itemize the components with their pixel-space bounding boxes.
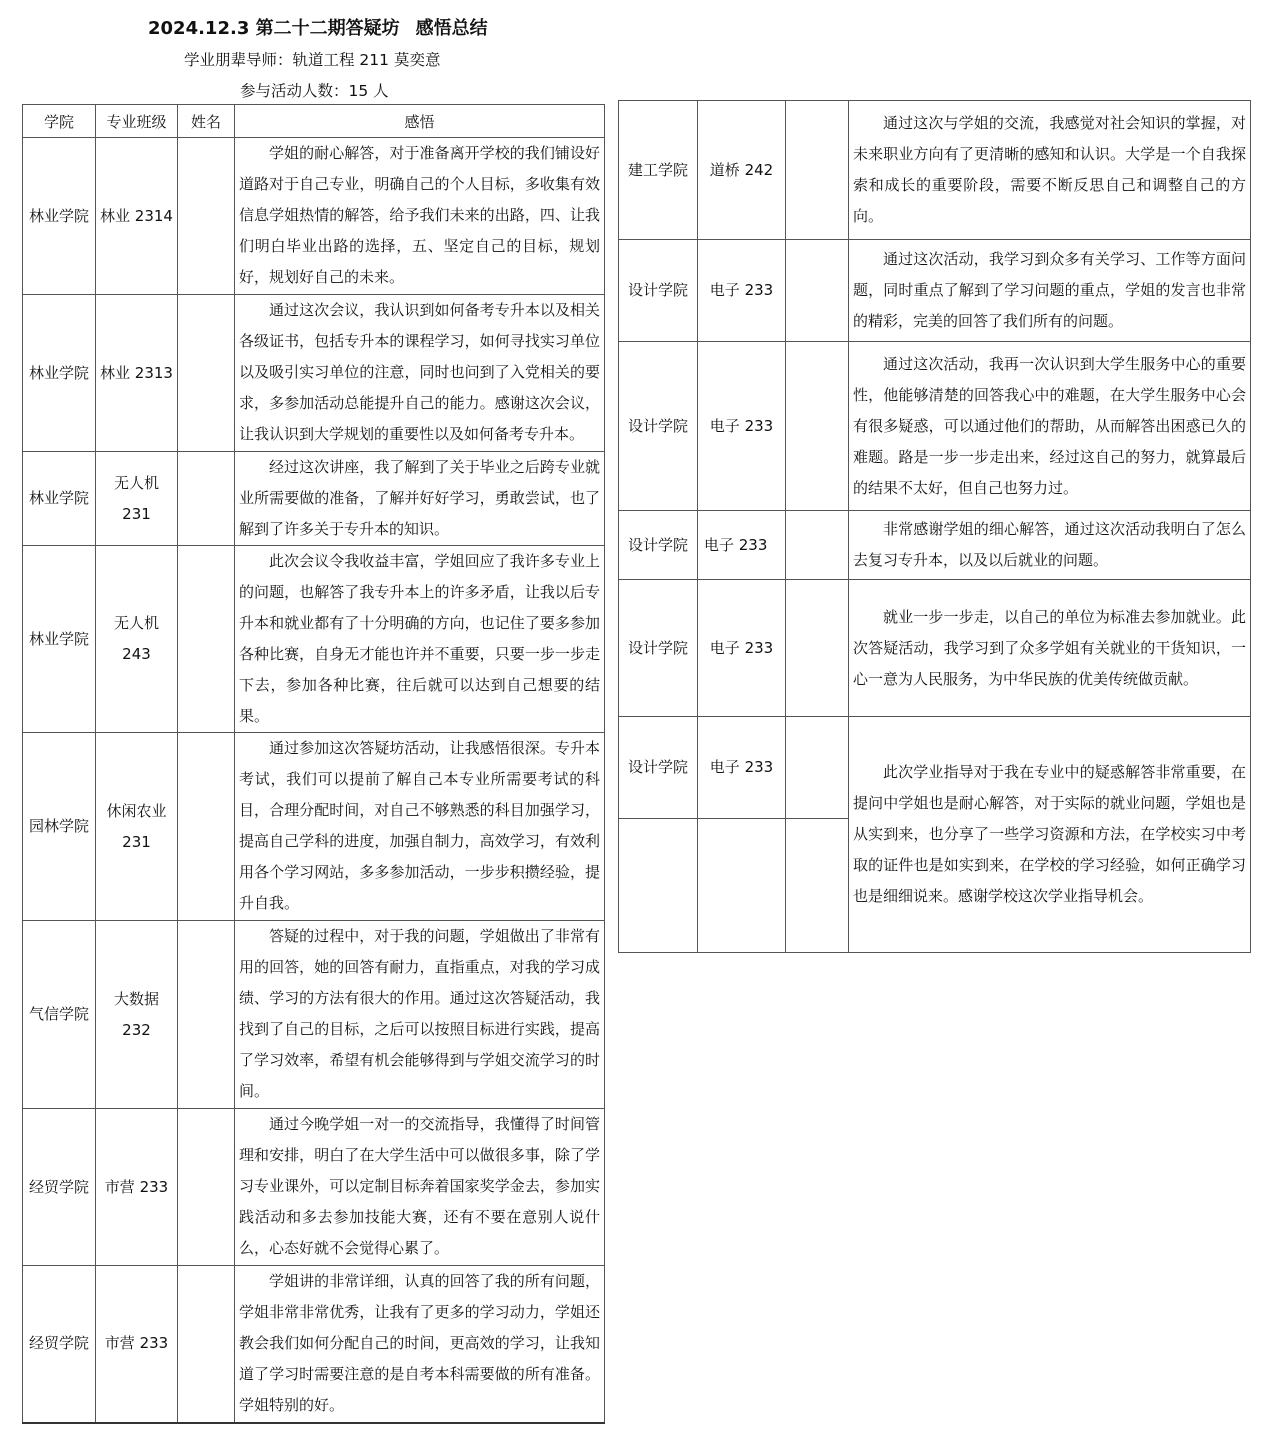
right-reflection-table bbox=[618, 100, 1251, 953]
reflection-cell: 通过这次与学姐的交流，我感觉对社会知识的掌握，对未来职业方向有了更清晰的感知和认识。大学是一个自我探索和成长的重要阶段，需要不断反思自己和调整自己的方向。 bbox=[849, 101, 1251, 240]
title-main: 第二十二期答疑坊 bbox=[255, 18, 400, 39]
header-name: 姓名 bbox=[178, 105, 235, 138]
reflection-cell: 通过参加这次答疑坊活动，让我感悟很深。专升本考试，我们可以提前了解自己本专业所需要考试的科目，合理分配时间，对自己不够熟悉的科目加强学习，提高自己学科的进度，加强自制力，高效学习，有效利用各个学习网站，多多参加活动，一步步积攒经验，提升自我。 bbox=[235, 733, 605, 921]
reflection-cell: 此次会议令我收益丰富，学姐回应了我许多专业上的问题，也解答了我专升本上的许多矛盾，让我以后专升本和就业都有了十分明确的方向，也记住了要多参加各种比赛，自身无才能也许并不重要，只要一步一步走下去，参加各种比赛，往后就可以达到自己想要的结果。 bbox=[235, 546, 605, 733]
name-cell bbox=[178, 295, 235, 452]
college-cell: 设计学院 bbox=[619, 240, 698, 342]
class-cell: 无人机 231 bbox=[96, 452, 178, 546]
name-cell bbox=[786, 101, 849, 240]
class-cell: 林业 2314 bbox=[96, 138, 178, 295]
class-cell: 电子 233 bbox=[698, 580, 786, 717]
college-cell: 经贸学院 bbox=[23, 1266, 96, 1423]
table-row bbox=[23, 295, 605, 452]
table-row bbox=[23, 546, 605, 733]
class-cell: 林业 2313 bbox=[96, 295, 178, 452]
name-cell bbox=[178, 1109, 235, 1266]
reflection-cell: 此次学业指导对于我在专业中的疑惑解答非常重要，在提问中学姐也是耐心解答，对于实际的就业问题，学姐也是从实到来，也分享了一些学习资源和方法，在学校实习中考取的证件也是如实到来，在学校的学习经验，如何正确学习也是细细说来。感谢学校这次学业指导机会。 bbox=[849, 717, 1251, 953]
empty-cell bbox=[619, 819, 698, 953]
header-reflection: 感悟 bbox=[235, 105, 605, 138]
title-date: 2024.12.3 bbox=[148, 18, 250, 39]
name-cell bbox=[178, 1266, 235, 1423]
college-cell: 设计学院 bbox=[619, 717, 698, 819]
class-cell: 市营 233 bbox=[96, 1266, 178, 1423]
college-cell: 建工学院 bbox=[619, 101, 698, 240]
class-cell: 电子 233 bbox=[698, 717, 786, 819]
table-row bbox=[619, 240, 1251, 342]
college-cell: 林业学院 bbox=[23, 138, 96, 295]
table-header-row bbox=[23, 105, 605, 138]
college-cell: 园林学院 bbox=[23, 733, 96, 921]
class-cell: 道桥 242 bbox=[698, 101, 786, 240]
table-row bbox=[619, 342, 1251, 511]
empty-cell bbox=[698, 819, 786, 953]
college-cell: 设计学院 bbox=[619, 580, 698, 717]
reflection-cell: 学姐讲的非常详细，认真的回答了我的所有问题，学姐非常非常优秀，让我有了更多的学习动力，学姐还教会我们如何分配自己的时间，更高效的学习，让我知道了学习时需要注意的是自考本科需要做的所有准备。学姐特别的好。 bbox=[235, 1266, 605, 1423]
college-cell: 林业学院 bbox=[23, 295, 96, 452]
table-row bbox=[23, 1266, 605, 1423]
college-cell: 设计学院 bbox=[619, 342, 698, 511]
table-row bbox=[619, 511, 1251, 580]
name-cell bbox=[786, 511, 849, 580]
reflection-cell: 经过这次讲座，我了解到了关于毕业之后跨专业就业所需要做的准备，了解并好好学习，勇敢尝试，也了解到了许多关于专升本的知识。 bbox=[235, 452, 605, 546]
name-cell bbox=[786, 717, 849, 819]
class-cell: 市营 233 bbox=[96, 1109, 178, 1266]
reflection-cell: 通过今晚学姐一对一的交流指导，我懂得了时间管理和安排，明白了在大学生活中可以做很多事，除了学习专业课外，可以定制目标奔着国家奖学金去，参加实践活动和多去参加技能大赛，还有不要在意别人说什么，心态好就不会觉得心累了。 bbox=[235, 1109, 605, 1266]
reflection-cell: 通过这次会议，我认识到如何备考专升本以及相关各级证书，包括专升本的课程学习，如何寻找实习单位以及吸引实习单位的注意，同时也问到了入党相关的要求，多参加活动总能提升自己的能力。感谢这次会议，让我认识到大学规划的重要性以及如何备考专升本。 bbox=[235, 295, 605, 452]
class-cell: 电子 233 bbox=[698, 240, 786, 342]
table-row bbox=[619, 717, 1251, 819]
name-cell bbox=[786, 580, 849, 717]
table-row bbox=[23, 921, 605, 1109]
table-row bbox=[23, 452, 605, 546]
reflection-cell: 答疑的过程中，对于我的问题，学姐做出了非常有用的回答，她的回答有耐力，直指重点，对我的学习成绩、学习的方法有很大的作用。通过这次答疑活动，我找到了自己的目标，之后可以按照目标进行实践，提高了学习效率，希望有机会能够得到与学姐交流学习的时间。 bbox=[235, 921, 605, 1109]
name-cell bbox=[178, 546, 235, 733]
class-cell: 电子 233 bbox=[698, 342, 786, 511]
name-cell bbox=[178, 733, 235, 921]
name-cell bbox=[178, 452, 235, 546]
reflection-cell: 就业一步一步走，以自己的单位为标准去参加就业。此次答疑活动，我学习到了众多学姐有关就业的干货知识，一心一意为人民服务，为中华民族的优美传统做贡献。 bbox=[849, 580, 1251, 717]
class-cell: 休闲农业 231 bbox=[96, 733, 178, 921]
left-reflection-table bbox=[22, 104, 605, 1424]
header-college: 学院 bbox=[23, 105, 96, 138]
table-row bbox=[23, 733, 605, 921]
reflection-cell: 学姐的耐心解答，对于准备离开学校的我们铺设好道路对于自己专业，明确自己的个人目标，多收集有效信息学姐热情的解答，给予我们未来的出路，四、让我们明白毕业出路的选择，五、坚定自己的目标，规划好，规划好自己的未来。 bbox=[235, 138, 605, 295]
class-cell: 电子 233 bbox=[698, 511, 786, 580]
reflection-cell: 通过这次活动，我再一次认识到大学生服务中心的重要性，他能够清楚的回答我心中的难题，在大学生服务中心会有很多疑惑，可以通过他们的帮助，从而解答出困惑已久的难题。路是一步一步走出来，经过这自己的努力，就算最后的结果不太好，但自己也努力过。 bbox=[849, 342, 1251, 511]
title-suffix: 感悟总结 bbox=[415, 18, 488, 39]
name-cell bbox=[786, 342, 849, 511]
reflection-cell: 非常感谢学姐的细心解答，通过这次活动我明白了怎么去复习专升本，以及以后就业的问题。 bbox=[849, 511, 1251, 580]
name-cell bbox=[786, 240, 849, 342]
table-row bbox=[23, 138, 605, 295]
college-cell: 经贸学院 bbox=[23, 1109, 96, 1266]
header-class: 专业班级 bbox=[96, 105, 178, 138]
table-row bbox=[23, 1109, 605, 1266]
mentor-line: 学业朋辈导师：轨道工程 211 莫奕意 bbox=[184, 51, 441, 69]
empty-cell bbox=[786, 819, 849, 953]
table-row bbox=[619, 580, 1251, 717]
name-cell bbox=[178, 138, 235, 295]
class-cell: 无人机 243 bbox=[96, 546, 178, 733]
college-cell: 气信学院 bbox=[23, 921, 96, 1109]
college-cell: 林业学院 bbox=[23, 452, 96, 546]
name-cell bbox=[178, 921, 235, 1109]
class-cell: 大数据 232 bbox=[96, 921, 178, 1109]
page-title bbox=[148, 14, 488, 40]
college-cell: 设计学院 bbox=[619, 511, 698, 580]
college-cell: 林业学院 bbox=[23, 546, 96, 733]
reflection-cell: 通过这次活动，我学习到众多有关学习、工作等方面问题，同时重点了解到了学习问题的重点，学姐的发言也非常的精彩，完美的回答了我们所有的问题。 bbox=[849, 240, 1251, 342]
table-row bbox=[619, 101, 1251, 240]
participants-line: 参与活动人数：15 人 bbox=[240, 82, 389, 100]
